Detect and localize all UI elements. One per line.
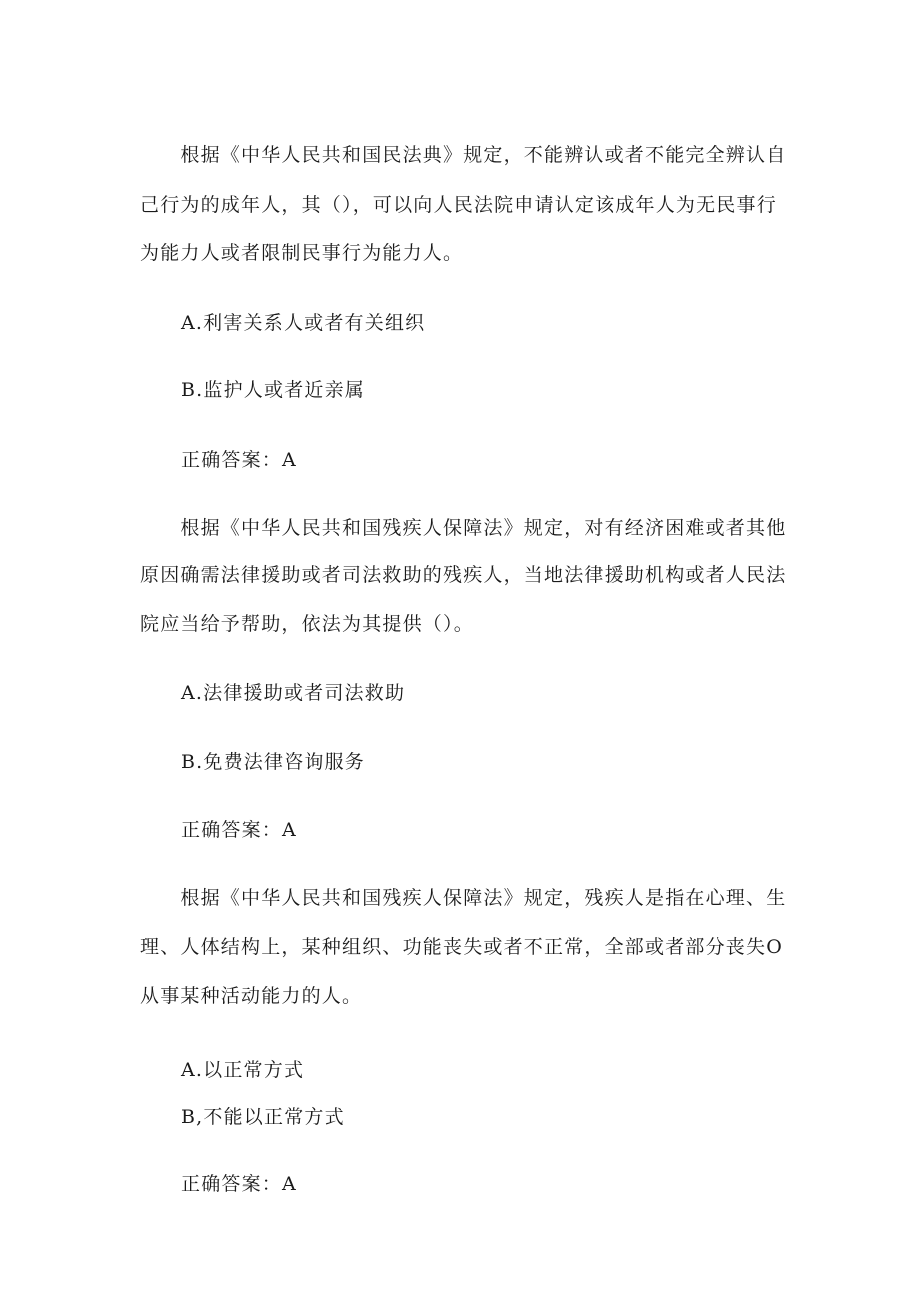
- question-1-option-b: B.监护人或者近亲属: [181, 379, 366, 401]
- question-1-stem-line-3: 为能力人或者限制民事行为能力人。: [140, 242, 464, 264]
- question-3-option-a: A.以正常方式: [181, 1059, 305, 1081]
- question-1-option-a: A.利害关系人或者有关组织: [181, 312, 426, 334]
- question-3-stem-line-2: 理、人体结构上，某种组织、功能丧失或者不正常，全部或者部分丧失O: [140, 936, 783, 958]
- question-2-stem-line-3: 院应当给予帮助，依法为其提供（）。: [140, 613, 474, 635]
- question-2-stem-line-1: 根据《中华人民共和国残疾人保障法》规定，对有经济困难或者其他: [140, 517, 787, 539]
- question-1-stem-line-1: 根据《中华人民共和国民法典》规定，不能辨认或者不能完全辨认自: [140, 144, 787, 166]
- question-2-option-a: A.法律援助或者司法救助: [181, 682, 406, 704]
- question-1-stem-line-2: 己行为的成年人，其（），可以向人民法院申请认定该成年人为无民事行: [140, 194, 777, 216]
- question-3-answer: 正确答案：A: [181, 1173, 297, 1195]
- question-2-answer: 正确答案：A: [181, 819, 297, 841]
- question-3-stem-line-1: 根据《中华人民共和国残疾人保障法》规定，残疾人是指在心理、生: [140, 887, 787, 909]
- question-1-answer: 正确答案：A: [181, 449, 297, 471]
- question-2-option-b: B.免费法律咨询服务: [181, 751, 366, 773]
- question-3-option-b: B,不能以正常方式: [181, 1106, 345, 1128]
- question-2-stem-line-2: 原因确需法律援助或者司法救助的残疾人，当地法律援助机构或者人民法: [140, 564, 787, 586]
- question-3-stem-line-3: 从事某种活动能力的人。: [140, 985, 363, 1007]
